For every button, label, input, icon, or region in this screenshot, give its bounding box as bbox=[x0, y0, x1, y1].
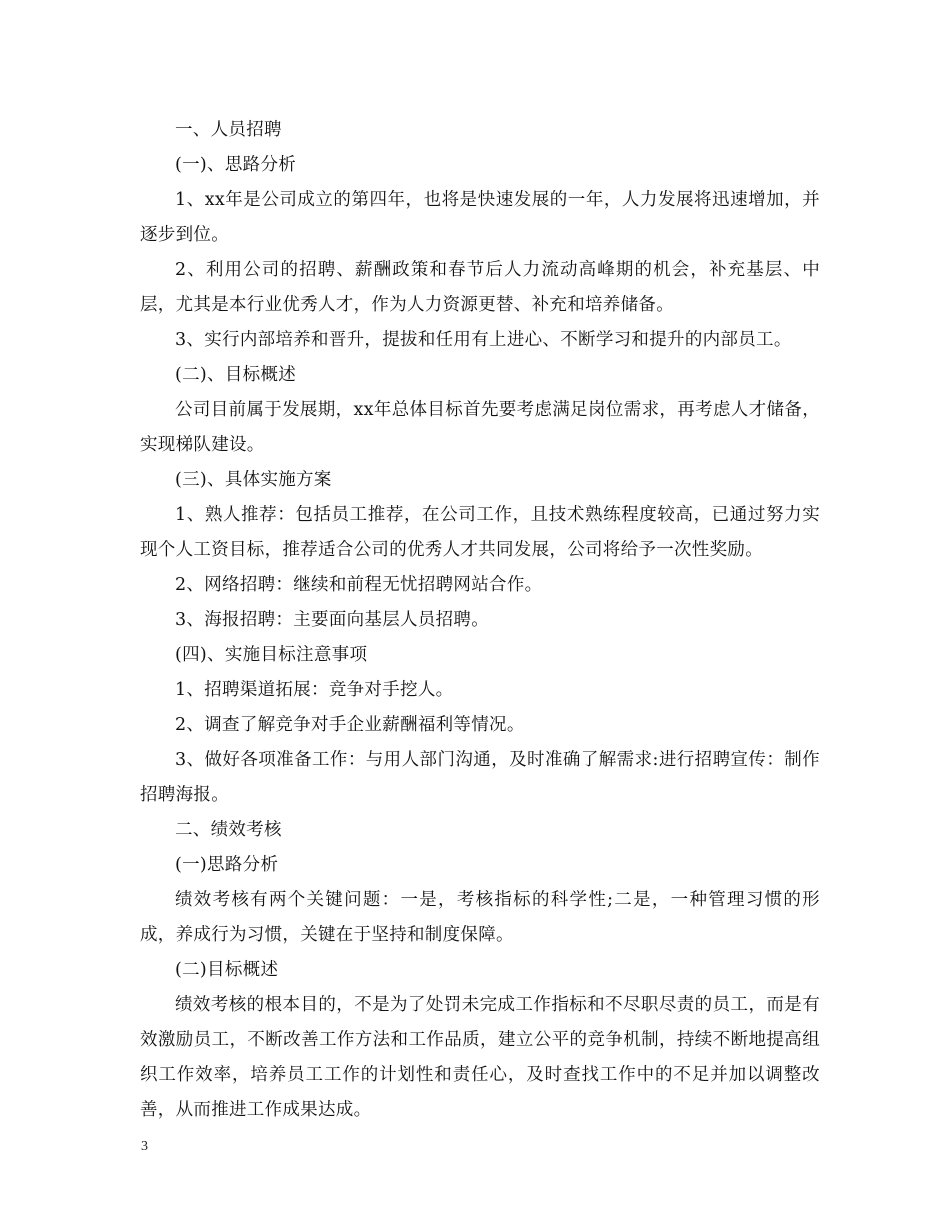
body-paragraph: 1、熟人推荐：包括员工推荐，在公司工作，且技术熟练程度较高，已通过努力实现个人工资目标，推荐适合公司的优秀人才共同发展，公司将给予一次性奖励。 bbox=[140, 505, 820, 560]
document-body bbox=[140, 113, 820, 1128]
body-paragraph: 绩效考核的根本目的，不是为了处罚未完成工作指标和不尽职尽责的员工，而是有效激励员工，不断改善工作方法和工作品质，建立公平的竞争机制，持续不断地提高组织工作效率，培养员工工作的计划性和责任心，及时查找工作中的不足并加以调整改善，从而推进工作成果达成。 bbox=[140, 995, 820, 1120]
body-paragraph: 3、海报招聘：主要面向基层人员招聘。 bbox=[175, 610, 490, 630]
body-paragraph: 绩效考核有两个关键问题：一是，考核指标的科学性;二是，一种管理习惯的形成，养成行为习惯，关键在于坚持和制度保障。 bbox=[140, 890, 820, 945]
subsection-heading: (一)、思路分析 bbox=[175, 155, 297, 175]
section-heading: 二、绩效考核 bbox=[175, 820, 282, 840]
subsection-heading: (四)、实施目标注意事项 bbox=[175, 645, 368, 665]
body-paragraph: 2、利用公司的招聘、薪酬政策和春节后人力流动高峰期的机会，补充基层、中层，尤其是本行业优秀人才，作为人力资源更替、补充和培养储备。 bbox=[140, 260, 820, 315]
body-paragraph: 2、调查了解竞争对手企业薪酬福利等情况。 bbox=[175, 715, 525, 735]
body-paragraph: 3、做好各项准备工作：与用人部门沟通，及时准确了解需求:进行招聘宣传：制作招聘海报。 bbox=[140, 750, 820, 805]
body-paragraph: 3、实行内部培养和晋升，提拔和任用有上进心、不断学习和提升的内部员工。 bbox=[175, 330, 792, 350]
body-paragraph: 1、xx年是公司成立的第四年，也将是快速发展的一年，人力发展将迅速增加，并逐步到位。 bbox=[140, 190, 820, 245]
body-paragraph: 2、网络招聘：继续和前程无忧招聘网站合作。 bbox=[175, 575, 543, 595]
subsection-heading: (三)、具体实施方案 bbox=[175, 470, 332, 490]
subsection-heading: (一)思路分析 bbox=[175, 855, 279, 875]
section-heading: 一、人员招聘 bbox=[175, 120, 282, 140]
subsection-heading: (二)、目标概述 bbox=[175, 365, 297, 385]
page-number: 3 bbox=[141, 1139, 148, 1154]
subsection-heading: (二)目标概述 bbox=[175, 960, 279, 980]
body-paragraph: 1、招聘渠道拓展：竞争对手挖人。 bbox=[175, 680, 454, 700]
body-paragraph: 公司目前属于发展期，xx年总体目标首先要考虑满足岗位需求，再考虑人才储备，实现梯队建设。 bbox=[140, 400, 820, 455]
